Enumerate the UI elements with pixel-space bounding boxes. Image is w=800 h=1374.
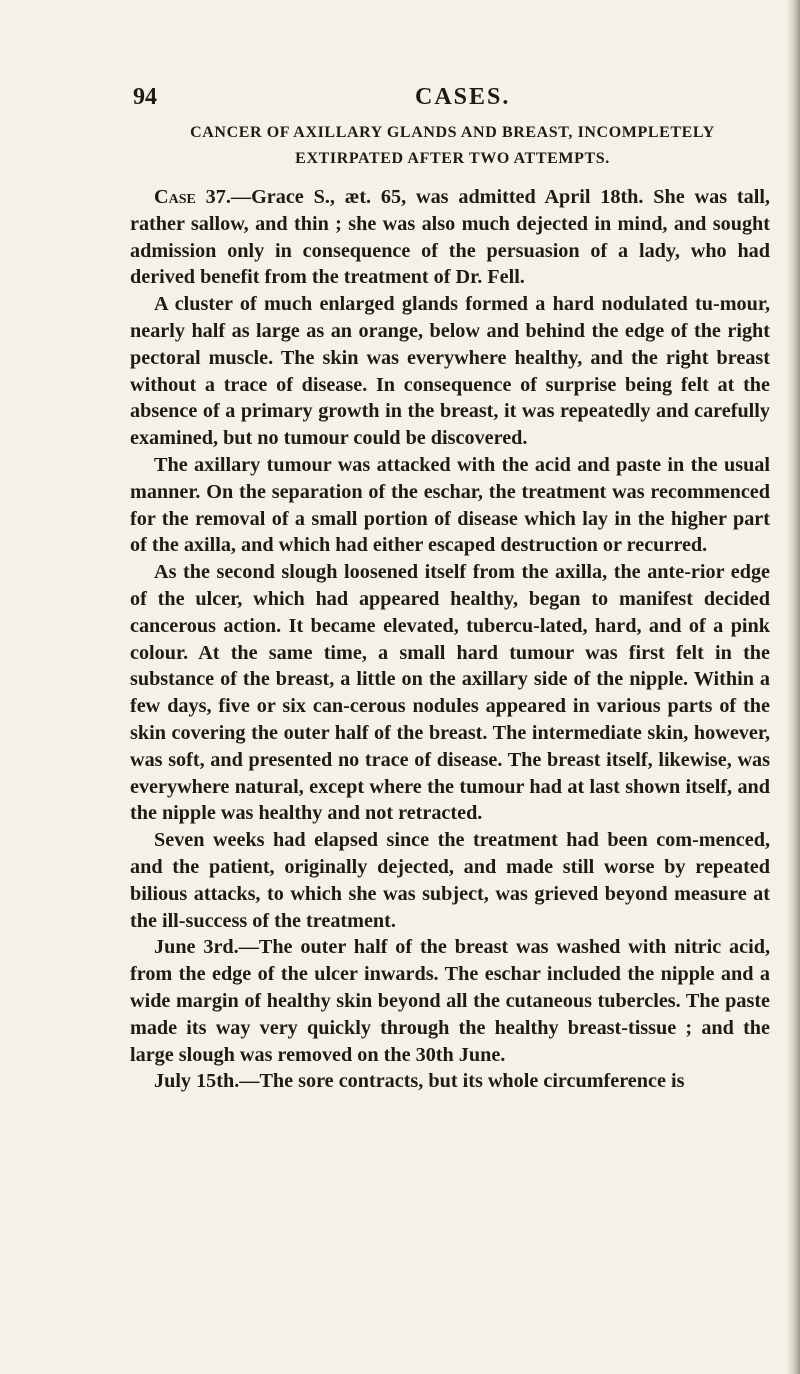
section-title-line-1: CANCER OF AXILLARY GLANDS AND BREAST, INCOMPLETELY (190, 124, 715, 141)
section-title-line-2: EXTIRPATED AFTER TWO ATTEMPTS. (295, 150, 610, 167)
paragraph-1-text: —Grace S., æt. 65, was admitted April 18th. She was tall, rather sallow, and thin ; she was also much dejected in mind, and sought admission only in consequence of the persuasion of a lady, who had derived benefit from the treatment of Dr. Fell. (130, 186, 770, 289)
paragraph-4: As the second slough loosened itself from the axilla, the ante-rior edge of the ulcer, which had appeared healthy, began to manifest decided cancerous action. It became elevated, tubercu-lated, hard, and of a pink colour. At the same time, a small hard tumour was first felt in the substance of the breast, a little on the axillary side of the nipple. Within a few days, five or six can-cerous nodules appeared in various parts of the skin covering the outer half of the breast. The intermediate skin, however, was soft, and presented no trace of disease. The breast itself, likewise, was everywhere natural, except where the tumour had at last shown itself, and the nipple was healthy and not retracted. (130, 561, 770, 825)
paragraph-3: The axillary tumour was attacked with the acid and paste in the usual manner. On the separation of the eschar, the treatment was recommenced for the removal of a small portion of disease which lay in the higher part of the axilla, and which had either escaped destruction or recurred. (130, 453, 770, 557)
paragraph-6: June 3rd.—The outer half of the breast was washed with nitric acid, from the edge of the ulcer inwards. The eschar included the nipple and a wide margin of healthy skin beyond all the cutaneous tubercles. The paste made its way very quickly through the healthy breast-tissue ; and the large slough was removed on the 30th June. (130, 936, 770, 1066)
paragraph-1 (130, 184, 770, 291)
case-body (130, 184, 770, 1095)
section-title (135, 120, 770, 172)
page-number: 94 (133, 84, 157, 110)
paragraph-7: July 15th.—The sore contracts, but its whole circumference is (154, 1070, 685, 1093)
case-label: Case 37. (154, 186, 231, 208)
paragraph-2: A cluster of much enlarged glands formed a hard nodulated tu-mour, nearly half as large as an orange, below and behind the edge of the right pectoral muscle. The skin was everywhere healthy, and the right breast without a trace of disease. In consequence of surprise being felt at the absence of a primary growth in the breast, it was repeatedly and carefully examined, but no tumour could be discovered. (130, 293, 770, 450)
running-head (0, 84, 800, 114)
page-edge-shadow (786, 0, 800, 1374)
running-title: CASES. (415, 84, 511, 110)
paragraph-5: Seven weeks had elapsed since the treatment had been com-menced, and the patient, originally dejected, and made still worse by repeated bilious attacks, to which she was subject, was grieved beyond measure at the ill-success of the treatment. (130, 829, 770, 932)
